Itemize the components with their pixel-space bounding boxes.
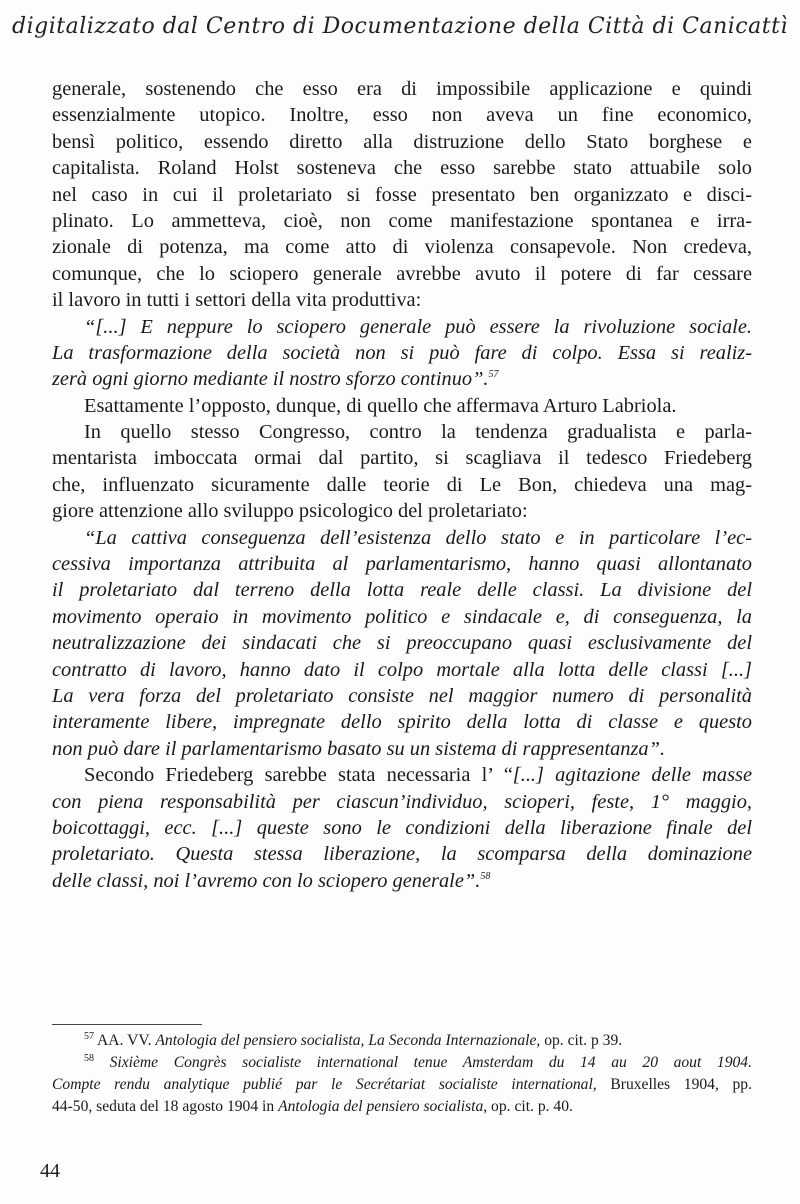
text-line — [52, 182, 752, 208]
text-run: cessiva importanza attribuita al parlamentarismo, hanno quasi allontanato — [52, 553, 752, 576]
text-line — [52, 234, 752, 260]
footnote-separator — [52, 1024, 202, 1025]
text-run: “La cattiva conseguenza dell’esistenza dello stato e in particolare l’ec- — [84, 526, 752, 549]
footnote-text: 44-50, seduta del 18 agosto 1904 in — [52, 1098, 279, 1115]
text-line — [52, 604, 752, 630]
text-line — [52, 76, 752, 102]
text-line — [52, 472, 752, 498]
text-run: zionale di potenza, ma come atto di violenza consapevole. Non credeva, — [52, 236, 752, 259]
text-line — [52, 314, 752, 340]
footnote-text-italic: Compte rendu analytique publié par le Secrétariat socialiste international, — [52, 1076, 597, 1093]
text-line — [52, 129, 752, 155]
footnote-text-italic: Sixième Congrès socialiste international tenue Amsterdam du 14 au 20 aout 1904. — [109, 1054, 752, 1071]
text-run: non può dare il parlamentarismo basato su un sistema di rappresentanza”. — [52, 737, 666, 760]
text-line — [52, 393, 752, 419]
text-run: plinato. Lo ammetteva, cioè, non come manifestazione spontanea e irra- — [52, 209, 752, 232]
text-run: In quello stesso Congresso, contro la tendenza gradualista e parla- — [84, 421, 752, 444]
text-run: essenzialmente utopico. Inoltre, esso non aveva un fine economico, — [52, 104, 752, 127]
footnote-text-italic: Antologia del pensiero socialista, La Seconda Internazionale — [155, 1032, 537, 1049]
text-run-italic: [...] agitazione delle masse — [512, 764, 752, 787]
text-run: Secondo Friedeberg sarebbe stata necessaria l’ “ — [84, 764, 513, 787]
text-run: boicottaggi, ecc. [...] queste sono le condizioni della liberazione finale del — [52, 816, 752, 839]
text-line — [52, 709, 752, 735]
text-run: neutralizzazione dei sindacati che si preoccupano quasi esclusivamente del — [52, 632, 752, 655]
footnote-reference[interactable]: 57 — [488, 369, 499, 381]
text-line — [52, 630, 752, 656]
text-run: il proletariato dal terreno della lotta reale delle classi. La divisione del — [52, 579, 752, 602]
text-run: bensì politico, essendo diretto alla distruzione dello Stato borghese e — [52, 130, 752, 153]
footnote-text: , op. cit. p 39. — [536, 1032, 623, 1049]
text-run: interamente libere, impregnate dello spirito della lotta di classe e questo — [52, 711, 752, 734]
text-run: generale, sostenendo che esso era di impossibile applicazione e quindi — [52, 78, 752, 100]
text-line — [52, 445, 752, 471]
text-run: La vera forza del proletariato consiste nel maggior numero di personalità — [52, 684, 752, 707]
text-line — [52, 815, 752, 841]
footnote-line — [52, 1030, 752, 1052]
text-run: zerà ogni giorno mediante il nostro sforzo continuo”. — [52, 368, 489, 391]
text-run: nel caso in cui il proletariato si fosse presentato ben organizzato e disci- — [52, 183, 752, 206]
text-run: giore attenzione allo sviluppo psicologico del proletariato: — [52, 500, 528, 523]
text-run: movimento operaio in movimento politico e sindacale e, di conseguenza, la — [52, 605, 752, 628]
text-line — [52, 762, 752, 788]
text-run: capitalista. Roland Holst sosteneva che esso sarebbe stato attuabile solo — [52, 157, 752, 180]
digitization-watermark-header: digitalizzato dal Centro di Documentazione della Città di Canicattì — [12, 14, 788, 39]
page-number: 44 — [40, 1160, 60, 1182]
footnote-line — [52, 1074, 752, 1096]
text-line — [52, 789, 752, 815]
text-line — [52, 287, 752, 313]
text-run: La trasformazione della società non si può fare di colpo. Essa si realiz- — [52, 341, 752, 364]
text-line — [52, 736, 752, 762]
text-line — [52, 340, 752, 366]
text-line — [52, 841, 752, 867]
text-line — [52, 577, 752, 603]
footnote-text: Bruxelles 1904, pp. — [596, 1076, 752, 1093]
text-line — [52, 683, 752, 709]
footnote-mark: 57 — [84, 1030, 94, 1042]
text-run: “[...] E neppure lo sciopero generale può essere la rivoluzione sociale. — [84, 315, 752, 338]
text-line — [52, 366, 752, 392]
footnotes — [52, 1030, 752, 1118]
footnote-text: , op. cit. p. 40. — [483, 1098, 573, 1115]
text-run: Esattamente l’opposto, dunque, di quello che affermava Arturo Labriola. — [84, 394, 677, 417]
text-run: con piena responsabilità per ciascun’individuo, scioperi, feste, 1° maggio, — [52, 790, 752, 813]
text-run: mentarista imboccata ormai dal partito, si scagliava il tedesco Friedeberg — [52, 447, 752, 470]
footnote-text: AA. VV. — [97, 1032, 156, 1049]
text-run: contratto di lavoro, hanno dato il colpo mortale alla lotta delle classi [...] — [52, 658, 752, 681]
text-line — [52, 551, 752, 577]
text-line — [52, 102, 752, 128]
text-line — [52, 868, 752, 894]
text-run: delle classi, noi l’avremo con lo sciopero generale”. — [52, 869, 481, 892]
text-line — [52, 208, 752, 234]
text-run: proletariato. Questa stessa liberazione, la scomparsa della dominazione — [52, 843, 752, 866]
text-line — [52, 525, 752, 551]
footnote-reference[interactable]: 58 — [480, 870, 491, 882]
text-line — [52, 657, 752, 683]
text-line — [52, 419, 752, 445]
footnote-text-italic: Antologia del pensiero socialista — [278, 1098, 484, 1115]
footnote-line — [52, 1096, 752, 1118]
footnote-mark: 58 — [84, 1052, 94, 1064]
text-line — [52, 498, 752, 524]
body-text — [52, 76, 752, 894]
text-run: comunque, che lo sciopero generale avrebbe avuto il potere di far cessare — [52, 262, 752, 285]
text-line — [52, 261, 752, 287]
text-run: il lavoro in tutti i settori della vita produttiva: — [52, 289, 422, 312]
footnote-line — [52, 1052, 752, 1074]
text-line — [52, 155, 752, 181]
text-run: che, influenzato sicuramente dalle teorie di Le Bon, chiedeva una mag- — [52, 473, 752, 496]
